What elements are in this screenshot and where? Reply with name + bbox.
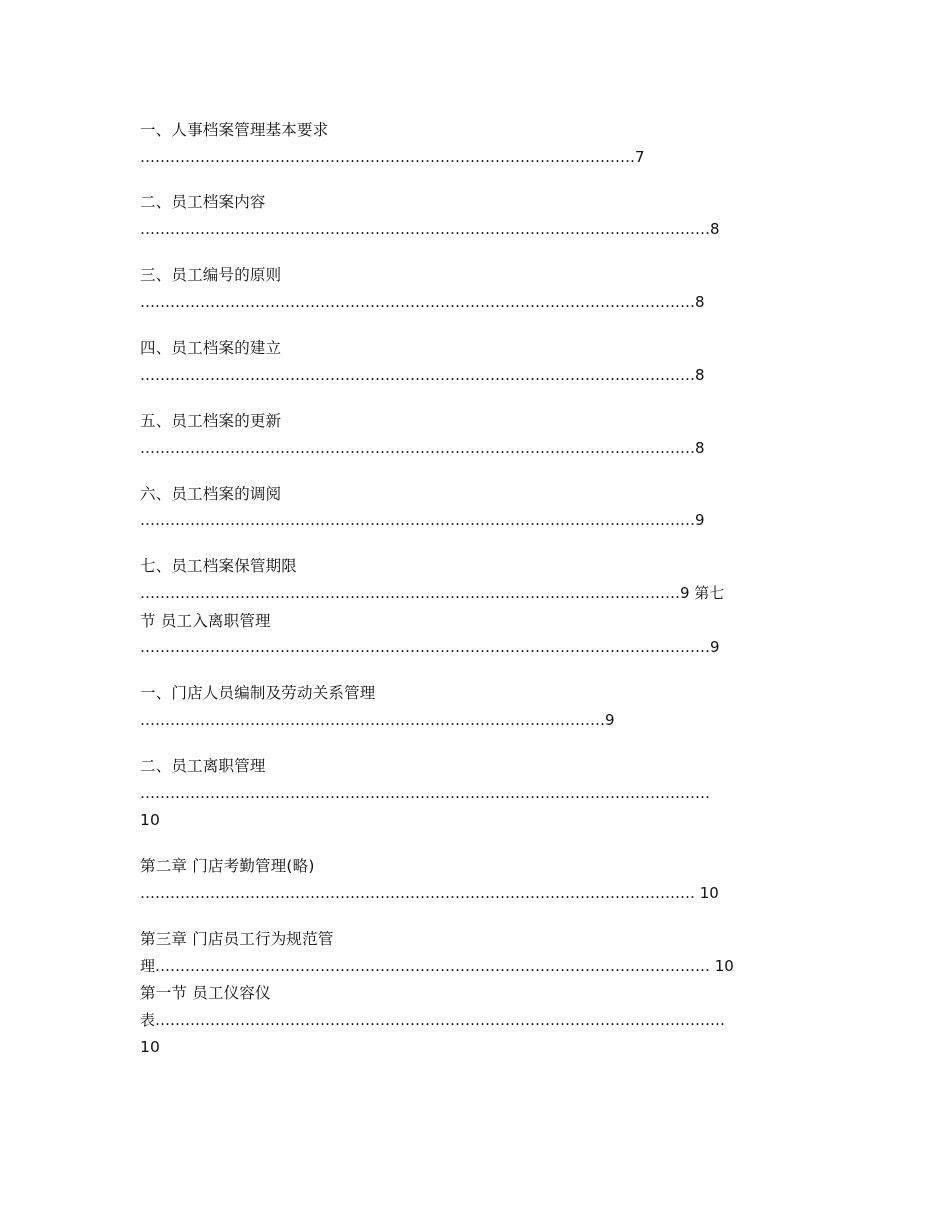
toc-leader-chapter-2: ………………………………………………………………………………………………… 10 (140, 884, 719, 902)
toc-leader-3: …………………………………………………………………………………………………8 (140, 293, 705, 311)
toc-leader-10: …………………………………………………………………………………………………… (140, 784, 710, 802)
toc-chapter-3: 第三章 门店员工行为规范管 (140, 930, 334, 948)
toc-chapter-2: 第二章 门店考勤管理(略) (140, 857, 315, 875)
toc-leader-1: ………………………………………………………………………………………7 (140, 148, 645, 166)
toc-heading-6: 六、员工档案的调阅 (140, 485, 282, 503)
toc-heading-2: 二、员工档案内容 (140, 193, 266, 211)
toc-heading-9: 一、门店人员编制及劳动关系管理 (140, 684, 376, 702)
toc-leader-section-1: 表…………………………………………………………………………………………………… (140, 1011, 726, 1029)
toc-leader-8: ……………………………………………………………………………………………………9 (140, 638, 720, 656)
toc-page-number-section-1: 10 (140, 1038, 161, 1056)
toc-heading-10: 二、员工离职管理 (140, 757, 266, 775)
toc-heading-7: 七、员工档案保管期限 (140, 557, 298, 575)
toc-page-number-10: 10 (140, 811, 161, 829)
toc-heading-5: 五、员工档案的更新 (140, 412, 282, 430)
toc-heading-4: 四、员工档案的建立 (140, 339, 282, 357)
toc-leader-2: ……………………………………………………………………………………………………8 (140, 220, 720, 238)
toc-section-1: 第一节 员工仪容仪 (140, 984, 271, 1002)
toc-leader-4: …………………………………………………………………………………………………8 (140, 366, 705, 384)
toc-leader-chapter-3: 理………………………………………………………………………………………………… 10 (140, 957, 734, 975)
toc-leader-7: ………………………………………………………………………………………………9 第七 (140, 584, 725, 602)
toc-heading-1: 一、人事档案管理基本要求 (140, 121, 329, 139)
toc-heading-8: 节 员工入离职管理 (140, 612, 271, 630)
toc-leader-6: …………………………………………………………………………………………………9 (140, 511, 705, 529)
toc-heading-3: 三、员工编号的原则 (140, 266, 282, 284)
toc-leader-5: …………………………………………………………………………………………………8 (140, 439, 705, 457)
toc-leader-9: …………………………………………………………………………………9 (140, 711, 615, 729)
